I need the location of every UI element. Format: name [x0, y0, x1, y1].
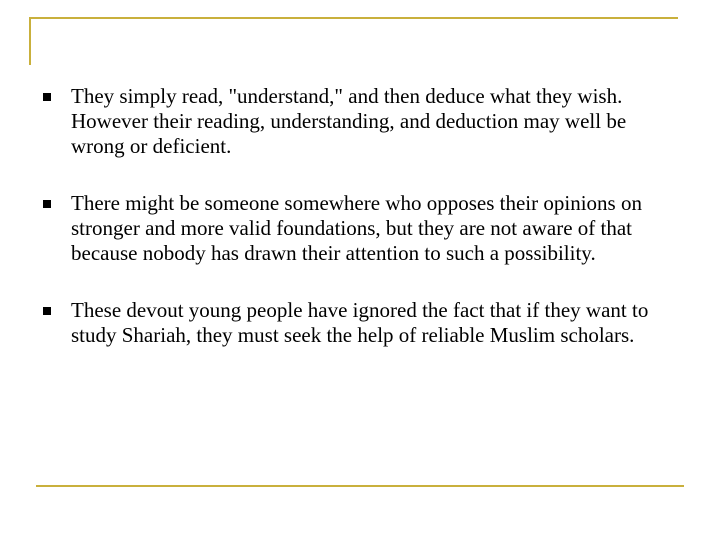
square-bullet-icon: [43, 307, 51, 315]
bullet-text: There might be someone somewhere who opposes their opinions on stronger and more valid foundations, but they are not aware of that because nobody has drawn their attention to such a possibility.: [71, 191, 642, 265]
bullet-text: They simply read, "understand," and then deduce what they wish. However their reading, understanding, and deduction may well be wrong or deficient.: [71, 84, 627, 158]
square-bullet-icon: [43, 200, 51, 208]
bottom-rule: [36, 485, 684, 487]
bullet-item: [43, 84, 683, 159]
top-rule: [29, 17, 678, 19]
bullet-item: [43, 298, 683, 348]
square-bullet-icon: [43, 93, 51, 101]
left-rule: [29, 17, 31, 65]
bullet-list: [43, 84, 683, 348]
bullet-text: These devout young people have ignored the fact that if they want to study Shariah, they must seek the help of reliable Muslim scholars.: [71, 298, 649, 347]
bullet-item: [43, 191, 683, 266]
